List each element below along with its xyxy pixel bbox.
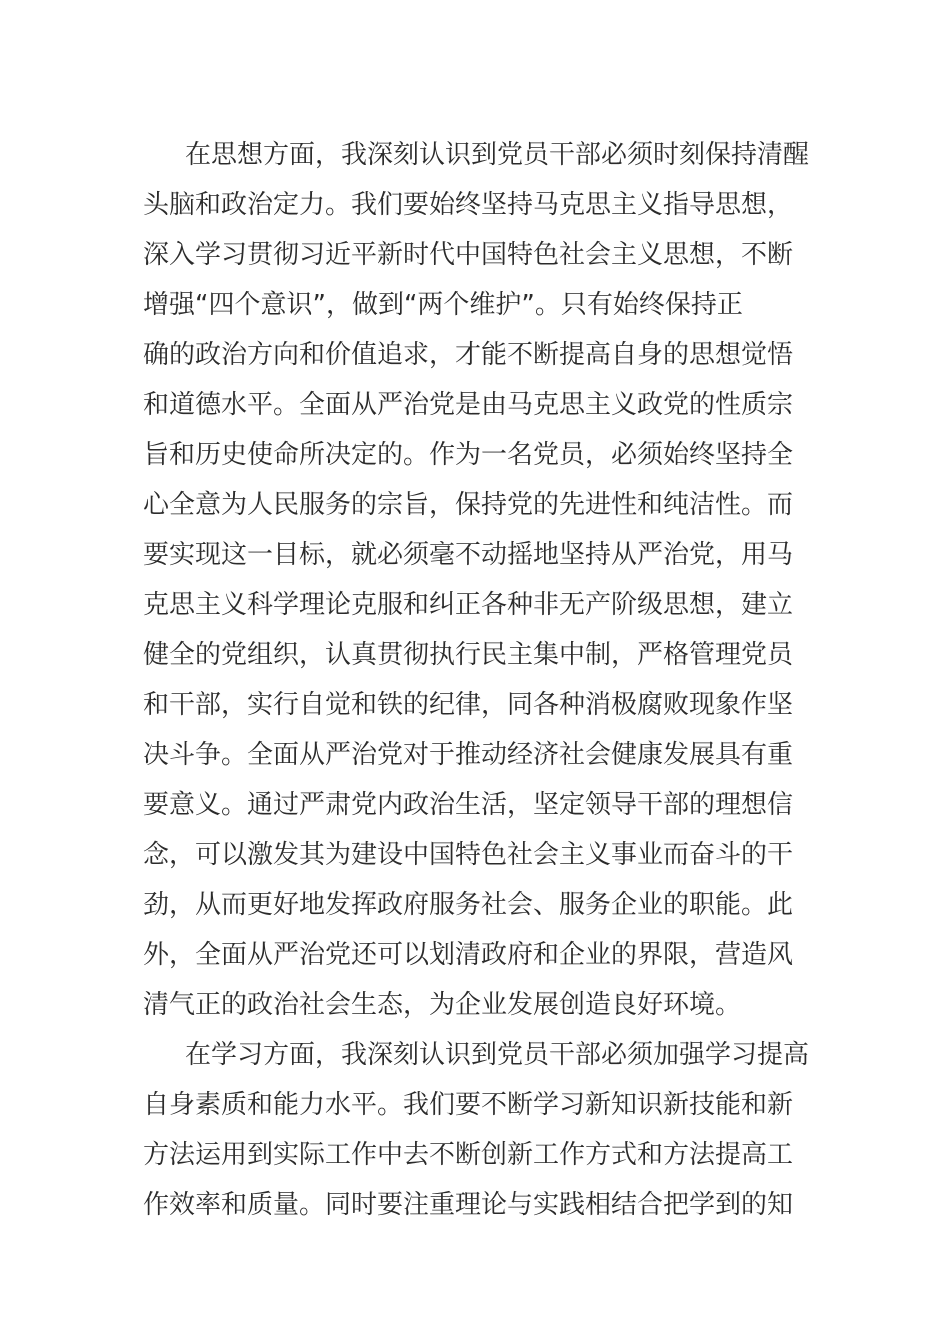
text-line: 要意义。通过严肃党内政治生活，坚定领导干部的理想信 [143,790,794,820]
text-line: 旨和历史使命所决定的。作为一名党员，必须始终坚持全 [143,440,794,470]
text-line: 和干部，实行自觉和铁的纪律，同各种消极腐败现象作坚 [143,690,794,720]
text-line: 念，可以激发其为建设中国特色社会主义事业而奋斗的干 [143,840,794,870]
document-body [143,130,810,1230]
text-line: 作效率和质量。同时要注重理论与实践相结合把学到的知 [143,1190,794,1220]
text-line: 劲，从而更好地发挥政府服务社会、服务企业的职能。此 [143,890,794,920]
text-line: 克思主义科学理论克服和纠正各种非无产阶级思想，建立 [143,590,794,620]
text-line: 增强“四个意识”，做到“两个维护”。只有始终保持正 [143,290,743,320]
text-line: 清气正的政治社会生态，为企业发展创造良好环境。 [143,990,742,1020]
text-line: 要实现这一目标，就必须毫不动摇地坚持从严治党，用马 [143,540,794,570]
text-line: 确的政治方向和价值追求，才能不断提高自身的思想觉悟 [143,340,794,370]
text-line: 头脑和政治定力。我们要始终坚持马克思主义指导思想， [143,190,794,220]
text-line: 心全意为人民服务的宗旨，保持党的先进性和纯洁性。而 [143,490,794,520]
text-line: 外，全面从严治党还可以划清政府和企业的界限，营造风 [143,940,794,970]
paragraph-study [143,1030,810,1230]
text-line: 方法运用到实际工作中去不断创新工作方式和方法提高工 [143,1140,794,1170]
text-line: 自身素质和能力水平。我们要不断学习新知识新技能和新 [143,1090,794,1120]
text-line: 和道德水平。全面从严治党是由马克思主义政党的性质宗 [143,390,794,420]
paragraph-ideology [143,130,810,1030]
text-line: 健全的党组织，认真贯彻执行民主集中制，严格管理党员 [143,640,794,670]
text-line: 在学习方面，我深刻认识到党员干部必须加强学习提高 [185,1040,810,1070]
text-line: 深入学习贯彻习近平新时代中国特色社会主义思想，不断 [143,240,794,270]
text-line: 在思想方面，我深刻认识到党员干部必须时刻保持清醒 [185,140,810,170]
text-line: 决斗争。全面从严治党对于推动经济社会健康发展具有重 [143,740,794,770]
